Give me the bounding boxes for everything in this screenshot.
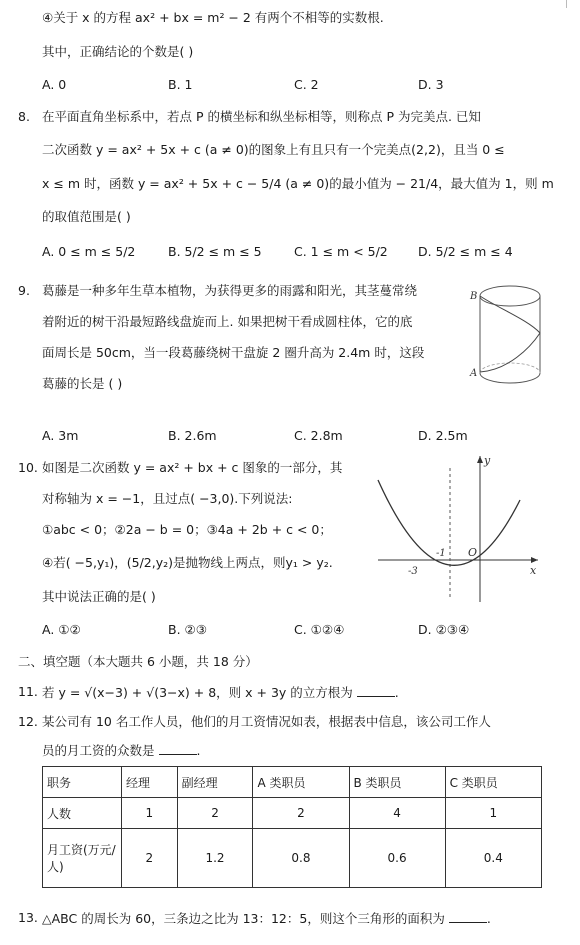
q11-end: . (394, 685, 399, 700)
table-cell: 4 (349, 798, 445, 829)
graph-tick-neg1: -1 (436, 548, 446, 559)
salary-table (42, 766, 542, 888)
q8-number: 8. (18, 109, 30, 124)
q8-line3: x ≤ m 时，函数 y = ax² + 5x + c − 5/4 (a ≠ 0)的最小值为 − 21/4，最大值为 1，则 m (42, 176, 554, 191)
q9-option-d: D. 2.5m (418, 428, 468, 443)
q13-answer-blank[interactable] (449, 910, 487, 923)
table-cell: 2 (177, 798, 253, 829)
q8-line1: 在平面直角坐标系中，若点 P 的横坐标和纵坐标相等，则称点 P 为完美点. 已知 (42, 109, 481, 124)
q12-end: . (196, 743, 201, 758)
q10-line4: ④若( −5,y₁)，(5/2,y₂)是抛物线上两点，则y₁ > y₂. (42, 555, 333, 570)
q10-option-c: C. ①②④ (294, 622, 345, 637)
graph-x-label: x (530, 564, 537, 577)
q9-line1: 葛藤是一种多年生草本植物，为获得更多的雨露和阳光，其茎蔓常绕 (42, 283, 418, 298)
cylinder-label-b: B (470, 291, 478, 302)
q9-option-b: B. 2.6m (168, 428, 217, 443)
q13-text (42, 910, 491, 927)
q13-number: 13. (18, 910, 38, 925)
table-header-cell: 职务 (43, 767, 122, 798)
q8-line4: 的取值范围是( ) (42, 209, 131, 224)
q9-line2: 着附近的树干沿最短路线盘旋而上. 如果把树干看成圆柱体，它的底 (42, 314, 413, 329)
table-cell: 1 (122, 798, 178, 829)
table-cell: 1.2 (177, 829, 253, 888)
graph-tick-neg3: -3 (408, 566, 418, 577)
q12-line2 (42, 742, 200, 759)
q7-option-b: B. 1 (168, 77, 193, 92)
q12-line2-text: 员的月工资的众数是 (42, 743, 155, 758)
q7-option-c: C. 2 (294, 77, 319, 92)
table-header-cell: A 类职员 (253, 767, 349, 798)
q7-prompt: 其中，正确结论的个数是( ) (42, 44, 194, 59)
q9-line3: 面周长是 50cm，当一段葛藤绕树干盘旋 2 圈升高为 2.4m 时，这段 (42, 345, 425, 360)
q7-option-a: A. 0 (42, 77, 67, 92)
q12-number: 12. (18, 714, 38, 729)
q8-line2: 二次函数 y = ax² + 5x + c (a ≠ 0)的图象上有且只有一个完美点(2,2)，且当 0 ≤ (42, 142, 505, 157)
q10-option-b: B. ②③ (168, 622, 207, 637)
q10-line2: 对称轴为 x = −1，且过点( −3,0).下列说法: (42, 491, 293, 506)
table-row (43, 829, 542, 888)
q9-number: 9. (18, 283, 30, 298)
table-cell: 2 (253, 798, 349, 829)
table-cell: 0.4 (445, 829, 541, 888)
table-header-cell: 副经理 (177, 767, 253, 798)
q13-end: . (486, 911, 491, 926)
q10-number: 10. (18, 460, 38, 475)
q10-option-d: D. ②③④ (418, 622, 470, 637)
q7-item4: ④关于 x 的方程 ax² + bx = m² − 2 有两个不相等的实数根. (42, 10, 384, 25)
table-cell: 2 (122, 829, 178, 888)
cylinder-label-a: A (470, 368, 478, 379)
page-edge-mark (566, 0, 567, 8)
graph-origin: O (468, 546, 478, 559)
q8-option-c: C. 1 ≤ m < 5/2 (294, 244, 388, 259)
graph-y-label: y (484, 454, 491, 467)
table-cell: 月工资(万元/人) (43, 829, 122, 888)
q9-line4: 葛藤的长是 ( ) (42, 376, 123, 391)
q12-answer-blank[interactable] (159, 742, 197, 755)
q11-text (42, 684, 399, 701)
parabola-graph (370, 450, 550, 610)
q10-line1: 如图是二次函数 y = ax² + bx + c 图象的一部分，其 (42, 460, 343, 475)
table-header-cell: 经理 (122, 767, 178, 798)
q12-line1: 某公司有 10 名工作人员，他们的月工资情况如表，根据表中信息，该公司工作人 (42, 714, 491, 729)
q9-option-a: A. 3m (42, 428, 79, 443)
q11-number: 11. (18, 684, 38, 699)
table-cell: 1 (445, 798, 541, 829)
q11-answer-blank[interactable] (357, 684, 395, 697)
q10-line5: 其中说法正确的是( ) (42, 589, 156, 604)
table-header-cell: C 类职员 (445, 767, 541, 798)
q8-option-d: D. 5/2 ≤ m ≤ 4 (418, 244, 513, 259)
q7-option-d: D. 3 (418, 77, 444, 92)
q8-option-a: A. 0 ≤ m ≤ 5/2 (42, 244, 136, 259)
q13-question: △ABC 的周长为 60，三条边之比为 13：12：5，则这个三角形的面积为 (42, 911, 445, 926)
q9-option-c: C. 2.8m (294, 428, 343, 443)
table-header-cell: B 类职员 (349, 767, 445, 798)
table-cell: 0.6 (349, 829, 445, 888)
q8-option-b: B. 5/2 ≤ m ≤ 5 (168, 244, 262, 259)
q10-option-a: A. ①② (42, 622, 81, 637)
q11-question: 若 y = √(x−3) + √(3−x) + 8，则 x + 3y 的立方根为 (42, 685, 353, 700)
table-row (43, 798, 542, 829)
q10-line3: ①abc < 0；②2a − b = 0；③4a + 2b + c < 0； (42, 522, 332, 537)
table-cell: 人数 (43, 798, 122, 829)
table-cell: 0.8 (253, 829, 349, 888)
table-header-row (43, 767, 542, 798)
cylinder-figure (468, 278, 548, 393)
section-heading: 二、填空题（本大题共 6 小题，共 18 分） (18, 654, 258, 669)
